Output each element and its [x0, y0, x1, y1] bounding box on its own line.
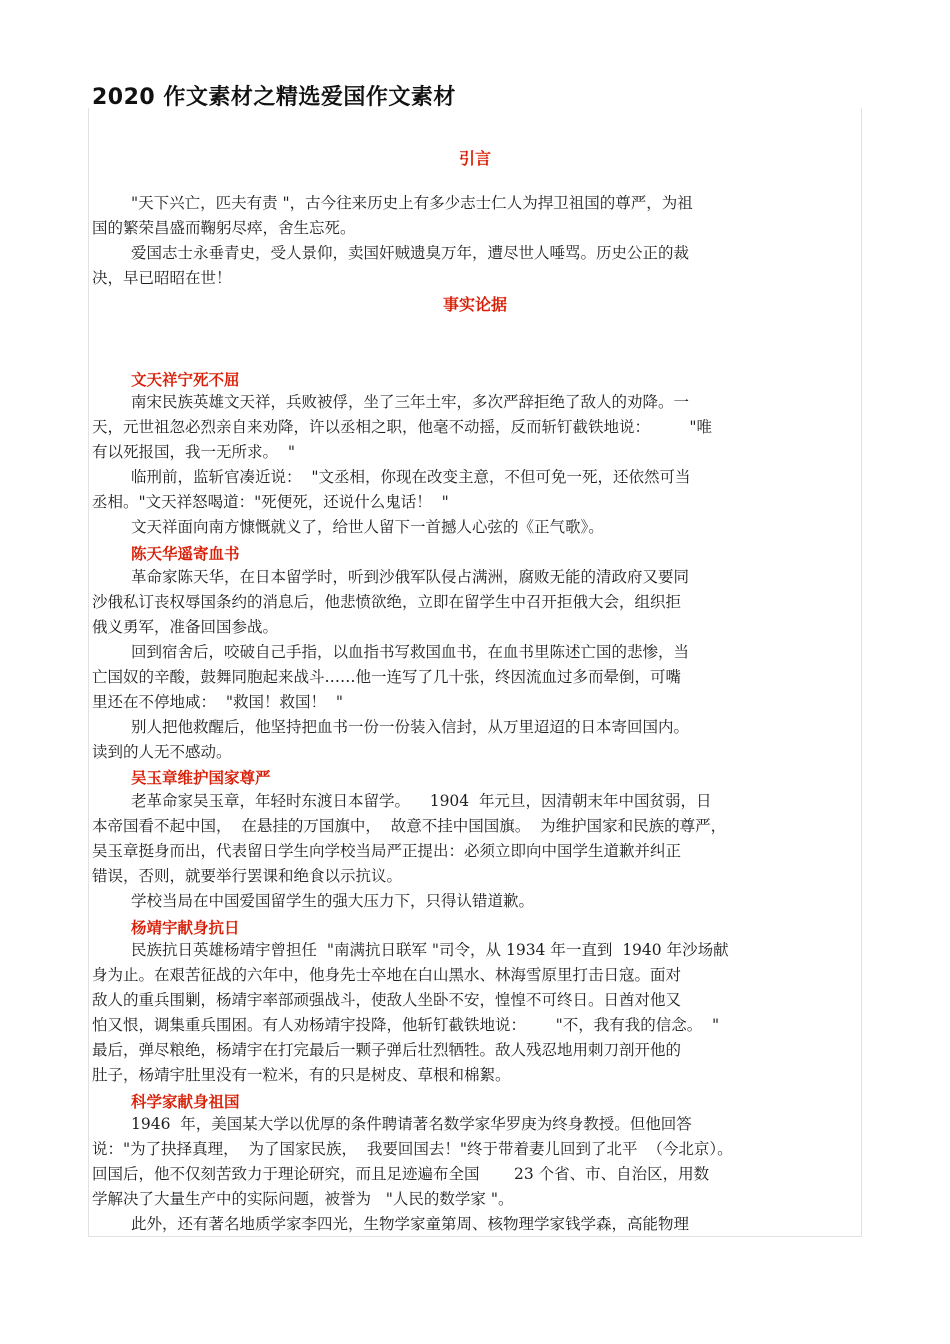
- story-line: 天，元世祖忽必烈亲自来劝降，许以丞相之职，他毫不动摇，反而斩钉截铁地说： "唯: [92, 418, 713, 436]
- story-line: 敌人的重兵围剿，杨靖宇率部顽强战斗，使敌人坐卧不安，惶惶不可终日。日酋对他又: [92, 991, 682, 1009]
- document-title: 2020 作文素材之精选爱国作文素材: [92, 85, 456, 110]
- story-line: 回国后，他不仅刻苦致力于理论研究，而且足迹遍布全国 23 个省、市、自治区，用数: [92, 1165, 710, 1183]
- story-line: 学校当局在中国爱国留学生的强大压力下，只得认错道歉。: [131, 892, 535, 910]
- story-line: 南宋民族英雄文天祥，兵败被俘，坐了三年土牢，多次严辞拒绝了敌人的劝降。一: [131, 393, 690, 411]
- story-line: 文天祥面向南方慷慨就义了，给世人留下一首撼人心弦的《正气歌》。: [131, 518, 604, 536]
- story-line: 临刑前，监斩官凑近说： "文丞相，你现在改变主意，不但可免一死，还依然可当: [131, 468, 691, 486]
- story-line: 吴玉章挺身而出，代表留日学生向学校当局严正提出：必须立即向中国学生道歉并纠正: [92, 842, 682, 860]
- intro-line: 爱国志士永垂青史，受人景仰，卖国奸贼遗臭万年，遭尽世人唾骂。历史公正的裁: [131, 244, 690, 262]
- story-line: 说："为了抉择真理， 为了国家民族， 我要回国去！"终于带着妻儿回到了北平 （今北京）。: [92, 1140, 733, 1158]
- story-line: 最后，弹尽粮绝，杨靖宇在打完最后一颗子弹后壮烈牺牲。敌人残忍地用刺刀剖开他的: [92, 1041, 682, 1059]
- story-line: 肚子，杨靖宇肚里没有一粒米，有的只是树皮、草根和棉絮。: [92, 1066, 511, 1084]
- story-heading: 陈天华遥寄血书: [131, 545, 240, 563]
- story-line: 身为止。在艰苦征战的六年中，他身先士卒地在白山黑水、林海雪原里打击日寇。面对: [92, 966, 682, 984]
- story-line: 俄义勇军，准备回国参战。: [92, 618, 279, 636]
- story-heading: 杨靖宇献身抗日: [131, 919, 240, 937]
- story-line: 里还在不停地咸： "救国！救国！ ": [92, 693, 343, 711]
- story-heading: 文天祥宁死不屈: [131, 371, 240, 389]
- story-line: 有以死报国，我一无所求。 ": [92, 443, 295, 461]
- story-line: 丞相。"文天祥怒喝道："死便死，还说什么鬼话！ ": [92, 493, 449, 511]
- story-line: 1946 年，美国某大学以优厚的条件聘请著名数学家华罗庚为终身教授。但他回答: [131, 1115, 692, 1133]
- story-heading: 科学家献身祖国: [131, 1093, 240, 1111]
- story-line: 沙俄私订丧权辱国条约的消息后，他悲愤欲绝，立即在留学生中召开拒俄大会，组织拒: [92, 593, 682, 611]
- story-line: 读到的人无不感动。: [92, 743, 232, 761]
- story-line: 别人把他救醒后，他坚持把血书一份一份装入信封，从万里迢迢的日本寄回国内。: [131, 718, 690, 736]
- story-line: 本帝国看不起中国， 在悬挂的万国旗中， 故意不挂中国国旗。 为维护国家和民族的尊严，: [92, 817, 727, 835]
- story-line: 民族抗日英雄杨靖宇曾担任 "南满抗日联军 "司令，从 1934 年一直到 1940 年沙场献: [131, 941, 729, 959]
- intro-line: "天下兴亡，匹夫有责 "，古今往来历史上有多少志士仁人为捍卫祖国的尊严，为祖: [131, 194, 693, 212]
- story-line: 此外，还有著名地质学家李四光，生物学家童第周、核物理学家钱学森，高能物理: [131, 1215, 690, 1233]
- story-line: 回到宿舍后，咬破自己手指，以血指书写救国血书，在血书里陈述亡国的悲惨，当: [131, 643, 690, 661]
- intro-line: 国的繁荣昌盛而鞠躬尽瘁，舍生忘死。: [92, 219, 356, 237]
- story-heading: 吴玉章维护国家尊严: [131, 769, 271, 787]
- intro-line: 决，早已昭昭在世！: [92, 269, 232, 287]
- story-line: 怕又恨，调集重兵围困。有人劝杨靖宇投降，他斩钉截铁地说： "不，我有我的信念。 ": [92, 1016, 720, 1034]
- story-line: 老革命家吴玉章，年轻时东渡日本留学。 1904 年元旦，因清朝末年中国贫弱，日: [131, 792, 712, 810]
- story-line: 错误，否则，就要举行罢课和绝食以示抗议。: [92, 867, 403, 885]
- section-heading-intro: 引言: [458, 149, 491, 168]
- section-heading-facts: 事实论据: [442, 295, 507, 314]
- story-line: 革命家陈天华，在日本留学时，听到沙俄军队侵占满洲，腐败无能的清政府又要同: [131, 568, 690, 586]
- story-line: 学解决了大量生产中的实际问题，被誉为 "人民的数学家 "。: [92, 1190, 514, 1208]
- story-line: 亡国奴的辛酸，鼓舞同胞起来战斗……他一连写了几十张，终因流血过多而晕倒，可嘴: [92, 668, 682, 686]
